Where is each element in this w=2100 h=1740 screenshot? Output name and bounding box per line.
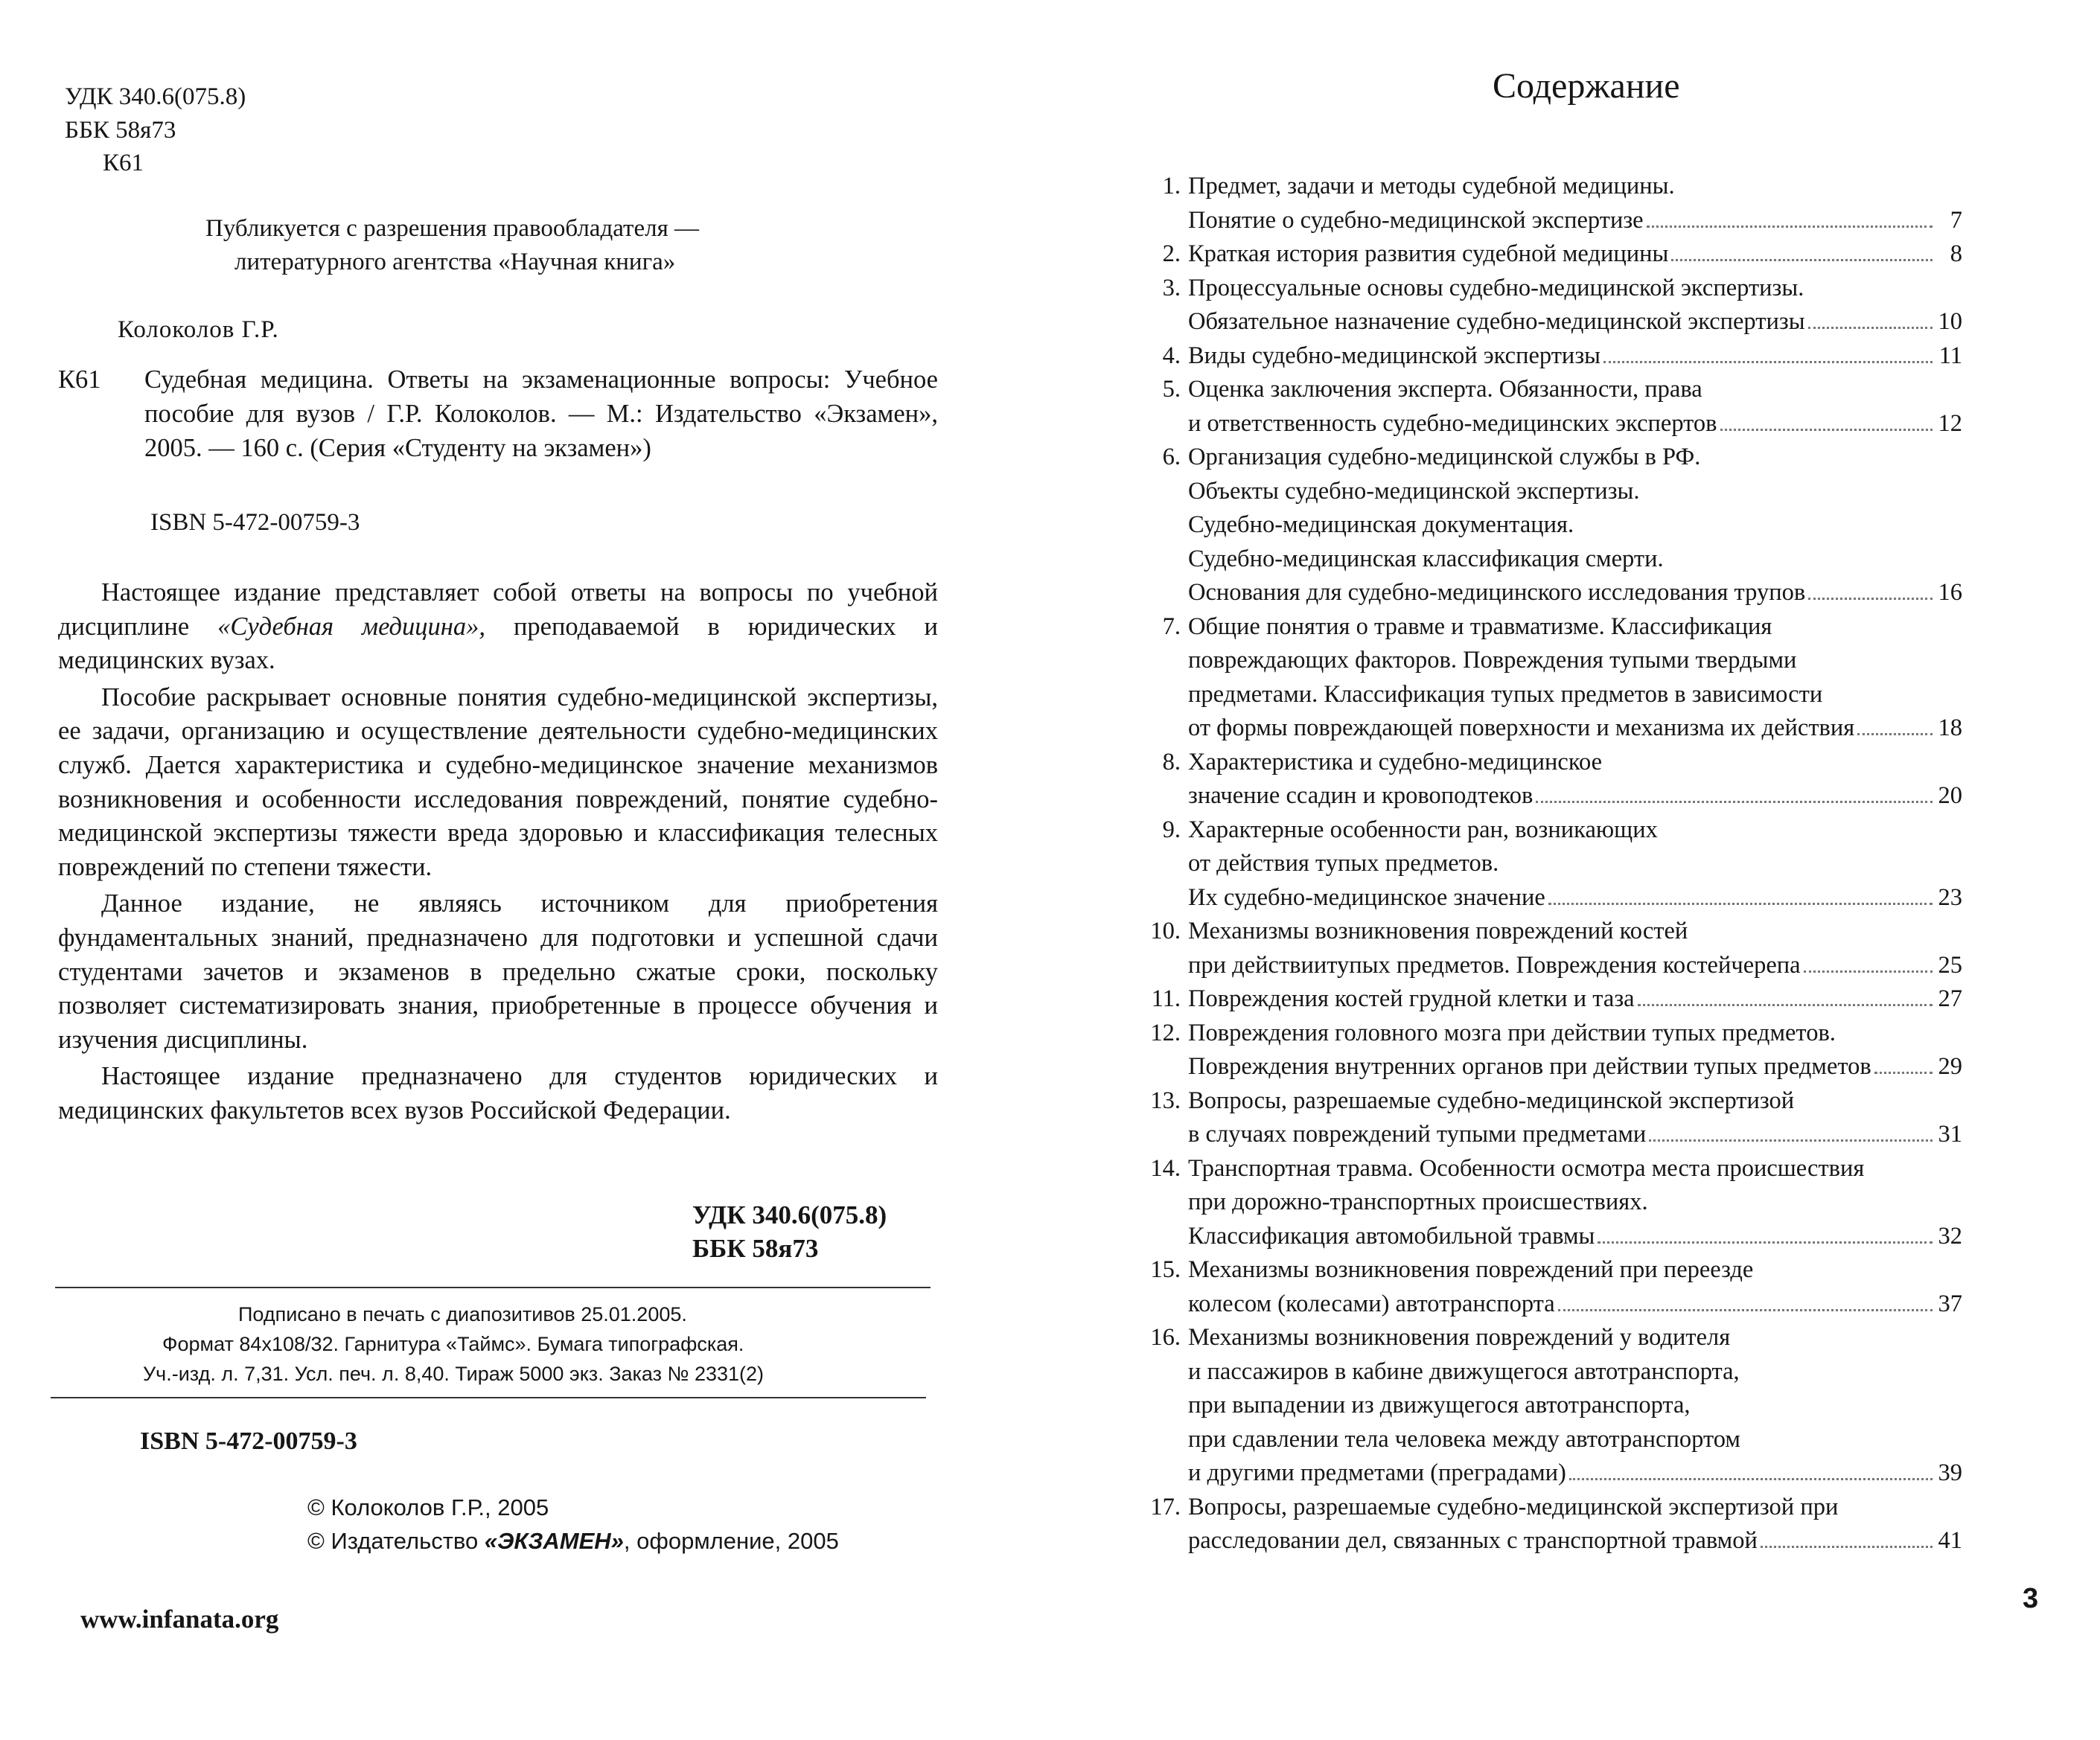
toc-entry-text: Повреждения костей грудной клетки и таза xyxy=(1188,985,1635,1012)
toc-page-number: 16 xyxy=(1938,579,1962,606)
toc-leader-dots xyxy=(1720,429,1933,431)
toc-leader-dots xyxy=(1808,327,1933,329)
toc-entry-text: и пассажиров в кабине движущегося автотранспорта, xyxy=(1188,1357,1740,1385)
toc-entry-number: 8. xyxy=(1162,748,1181,775)
bbk-code: ББК 58я73 xyxy=(65,117,176,144)
isbn: ISBN 5-472-00759-3 xyxy=(150,509,360,536)
toc-page-number: 37 xyxy=(1938,1290,1962,1317)
toc-page-number: 10 xyxy=(1938,308,1962,335)
abstract-paragraph-4: Настоящее издание предназначено для студентов юридических и медицинских факультетов всех вузов Российской Федерации. xyxy=(58,1062,938,1125)
toc-entry-text: Их судебно-медицинское значение xyxy=(1188,883,1545,911)
toc-entry-number: 7. xyxy=(1162,612,1181,640)
toc-entry-text: Краткая история развития судебной медицины xyxy=(1188,240,1669,267)
toc-entry-text: при действиитупых предметов. Повреждения костейчерепа xyxy=(1188,951,1801,979)
publisher-name: «ЭКЗАМЕН» xyxy=(484,1528,624,1554)
toc-entry-number: 9. xyxy=(1162,816,1181,843)
toc-entry-text: Механизмы возникновения повреждений при переезде xyxy=(1188,1256,1754,1283)
toc-entry-text: Обязательное назначение судебно-медицинской экспертизы xyxy=(1188,308,1805,335)
toc-page-number: 27 xyxy=(1938,985,1962,1012)
toc-entry-number: 6. xyxy=(1162,444,1181,470)
toc-page-number: 32 xyxy=(1938,1222,1962,1250)
toc-entry-text: при дорожно-транспортных происшествиях. xyxy=(1188,1189,1648,1215)
toc-leader-dots xyxy=(1569,1478,1933,1480)
toc-leader-dots xyxy=(1857,733,1933,735)
toc-entry[interactable] xyxy=(1132,170,1962,237)
toc-leader-dots xyxy=(1598,1241,1933,1244)
toc-entry-text: Вопросы, разрешаемые судебно-медицинской экспертизой при xyxy=(1188,1493,1839,1520)
toc-entry-text: Оценка заключения эксперта. Обязанности, права xyxy=(1188,376,1702,403)
toc-page-number: 39 xyxy=(1938,1459,1962,1486)
toc-entry[interactable] xyxy=(1132,1152,1962,1254)
abstract-paragraph-1: Настоящее издание представляет собой ответы на вопросы по учебной дисциплине «Судебная медицина», преподаваемой в юридических и медицинских вузах. xyxy=(58,578,938,675)
publish-note-line-1: Публикуется с разрешения правообладателя — xyxy=(205,215,699,242)
toc-entry-number: 13. xyxy=(1150,1087,1181,1114)
toc-entry-text: при выпадении из движущегося автотранспорта, xyxy=(1188,1392,1691,1418)
toc-entry[interactable] xyxy=(1132,1321,1962,1491)
toc-entry-text: Транспортная травма. Особенности осмотра места происшествия xyxy=(1188,1154,1865,1182)
toc-leader-dots xyxy=(1671,259,1933,261)
toc-entry-text: Повреждения внутренних органов при действии тупых предметов xyxy=(1188,1053,1871,1080)
table-of-contents xyxy=(1132,170,1962,1558)
toc-entry-text: Характеристика и судебно-медицинское xyxy=(1188,748,1603,775)
bib-code: К61 xyxy=(58,365,101,394)
toc-entry-number: 2. xyxy=(1162,240,1181,267)
toc-entry-text: Объекты судебно-медицинской экспертизы. xyxy=(1188,477,1640,505)
toc-leader-dots xyxy=(1808,598,1933,600)
imprint-bottom-rule xyxy=(51,1397,926,1398)
toc-entry[interactable] xyxy=(1132,813,1962,915)
toc-entry-text: Судебно-медицинская документация. xyxy=(1188,511,1574,538)
toc-page-number: 41 xyxy=(1938,1527,1962,1554)
page-number: 3 xyxy=(2023,1583,2039,1614)
toc-entry[interactable] xyxy=(1132,339,1962,374)
bib-text: Судебная медицина. Ответы на экзаменационные вопросы: Учебное пособие для вузов / Г.Р. Колоколов. — М.: Издательство «Экзамен», 2005. — 160 с. (Серия «Студенту на экзамен») xyxy=(144,365,938,462)
toc-page-number: 11 xyxy=(1938,342,1962,369)
isbn-bold: ISBN 5-472-00759-3 xyxy=(140,1427,357,1455)
toc-entry-text: Предмет, задачи и методы судебной медицины. xyxy=(1188,173,1675,199)
toc-entry-text: значение ссадин и кровоподтеков xyxy=(1188,782,1533,809)
toc-entry[interactable] xyxy=(1132,272,1962,339)
toc-page-number: 23 xyxy=(1938,883,1962,911)
toc-leader-dots xyxy=(1804,970,1933,973)
left-page xyxy=(0,0,1042,1740)
copyright-publisher: © Издательство «ЭКЗАМЕН», оформление, 2005 xyxy=(307,1528,839,1554)
toc-entry[interactable] xyxy=(1132,1491,1962,1558)
imprint-line-2: Формат 84x108/32. Гарнитура «Таймс». Бумага типографская. xyxy=(162,1333,744,1355)
toc-leader-dots xyxy=(1638,1004,1933,1006)
toc-entry-text: предметами. Классификация тупых предметов в зависимости xyxy=(1188,680,1823,708)
author-name: Колоколов Г.Р. xyxy=(118,316,279,343)
contents-title: Содержание xyxy=(1493,66,1680,106)
toc-entry-text: от действия тупых предметов. xyxy=(1188,850,1499,877)
toc-entry-text: при сдавлении тела человека между автотранспортом xyxy=(1188,1425,1740,1453)
toc-entry[interactable] xyxy=(1132,237,1962,272)
toc-entry-number: 11. xyxy=(1151,985,1181,1012)
abstract xyxy=(58,576,938,1128)
toc-page-number: 12 xyxy=(1938,409,1962,437)
bibliographic-record xyxy=(58,362,938,465)
toc-page-number: 31 xyxy=(1938,1121,1962,1148)
right-page xyxy=(1050,0,2100,1740)
toc-entry-text: расследовании дел, связанных с транспортной травмой xyxy=(1188,1527,1758,1554)
toc-leader-dots xyxy=(1548,903,1933,905)
toc-entry-text: Механизмы возникновения повреждений костей xyxy=(1188,918,1688,944)
toc-entry-text: Общие понятия о травме и травматизме. Классификация xyxy=(1188,612,1772,640)
toc-entry-text: Механизмы возникновения повреждений у водителя xyxy=(1188,1324,1731,1351)
imprint-top-rule xyxy=(55,1287,931,1288)
toc-entry-text: Процессуальные основы судебно-медицинской экспертизы. xyxy=(1188,274,1804,301)
toc-entry-text: Повреждения головного мозга при действии тупых предметов. xyxy=(1188,1019,1836,1046)
toc-entry[interactable] xyxy=(1132,441,1962,610)
toc-leader-dots xyxy=(1761,1546,1933,1548)
toc-leader-dots xyxy=(1536,801,1933,803)
toc-entry-text: Классификация автомобильной травмы xyxy=(1188,1222,1595,1250)
abstract-paragraph-3: Данное издание, не являясь источником для приобретения фундаментальных знаний, предназначено для подготовки и успешной сдачи студентами зачетов и экзаменов в предельно сжатые сроки, поскольку позволяет систематизировать знания, приобретенные в процессе обучения и изучения дисциплины. xyxy=(58,889,938,1054)
publish-note-line-2: литературного агентства «Научная книга» xyxy=(234,249,676,275)
abstract-paragraph-2: Пособие раскрывает основные понятия судебно-медицинской экспертизы, ее задачи, организацию и осуществление деятельности судебно-медицинских служб. Дается характеристика и судебно-медицинское значение механизмов возникновения и особенности исследования повреждений, понятие судебно-медицинской экспертизы тяжести вреда здоровью и классификация телесных повреждений по степени тяжести. xyxy=(58,682,938,881)
toc-entry-text: и ответственность судебно-медицинских экспертов xyxy=(1188,409,1717,437)
toc-entry[interactable] xyxy=(1132,1253,1962,1321)
toc-entry[interactable] xyxy=(1132,373,1962,441)
toc-entry-text: повреждающих факторов. Повреждения тупыми твердыми xyxy=(1188,647,1797,674)
toc-entry-text: Судебно-медицинская классификация смерти. xyxy=(1188,545,1664,572)
toc-entry-number: 12. xyxy=(1150,1019,1181,1046)
toc-entry-text: Организация судебно-медицинской службы в РФ. xyxy=(1188,444,1701,470)
toc-entry-text: Вопросы, разрешаемые судебно-медицинской экспертизой xyxy=(1188,1087,1795,1114)
toc-entry-number: 10. xyxy=(1150,918,1181,944)
toc-entry-text: и другими предметами (преградами) xyxy=(1188,1459,1566,1486)
toc-entry-text: Основания для судебно-медицинского исследования трупов xyxy=(1188,579,1806,606)
toc-entry[interactable] xyxy=(1132,1084,1962,1152)
toc-entry-number: 14. xyxy=(1150,1154,1181,1182)
toc-page-number: 20 xyxy=(1938,782,1962,809)
toc-entry-text: в случаях повреждений тупыми предметами xyxy=(1188,1121,1647,1148)
imprint-line-1: Подписано в печать с диапозитивов 25.01.2005. xyxy=(238,1303,687,1325)
toc-entry-number: 1. xyxy=(1162,173,1181,199)
toc-leader-dots xyxy=(1647,226,1933,228)
toc-entry-number: 5. xyxy=(1162,376,1181,403)
udk-code: УДК 340.6(075.8) xyxy=(65,83,246,110)
toc-page-number: 29 xyxy=(1938,1053,1962,1080)
toc-leader-dots xyxy=(1874,1072,1933,1074)
udk-bold: УДК 340.6(075.8) xyxy=(692,1200,887,1229)
toc-entry[interactable] xyxy=(1132,982,1962,1017)
bbk-bold: ББК 58я73 xyxy=(692,1234,819,1263)
toc-entry[interactable] xyxy=(1132,1017,1962,1084)
toc-entry[interactable] xyxy=(1132,915,1962,982)
toc-entry-text: от формы повреждающей поверхности и механизма их действия xyxy=(1188,714,1855,741)
website-link[interactable]: www.infanata.org xyxy=(80,1605,279,1634)
toc-entry-number: 17. xyxy=(1150,1493,1181,1520)
toc-entry-number: 16. xyxy=(1150,1324,1181,1351)
toc-page-number: 25 xyxy=(1938,951,1962,979)
toc-entry[interactable] xyxy=(1132,610,1962,746)
toc-page-number: 18 xyxy=(1938,714,1962,741)
toc-entry-number: 4. xyxy=(1162,342,1181,369)
author-mark: К61 xyxy=(103,150,144,176)
toc-entry-text: колесом (колесами) автотранспорта xyxy=(1188,1290,1555,1317)
toc-leader-dots xyxy=(1558,1309,1933,1311)
toc-page-number: 7 xyxy=(1950,206,1962,234)
imprint-line-3: Уч.-изд. л. 7,31. Усл. печ. л. 8,40. Тираж 5000 экз. Заказ № 2331(2) xyxy=(143,1363,765,1385)
toc-leader-dots xyxy=(1649,1139,1933,1142)
toc-entry-text: Виды судебно-медицинской экспертизы xyxy=(1188,342,1600,369)
toc-entry-text: Характерные особенности ран, возникающих xyxy=(1188,816,1658,843)
copyright-author: © Колоколов Г.Р., 2005 xyxy=(307,1494,549,1520)
toc-entry-number: 3. xyxy=(1162,274,1181,301)
toc-leader-dots xyxy=(1603,361,1933,363)
toc-page-number: 8 xyxy=(1950,240,1962,267)
toc-entry[interactable] xyxy=(1132,746,1962,813)
toc-entry-text: Понятие о судебно-медицинской экспертизе xyxy=(1188,206,1644,234)
toc-entry-number: 15. xyxy=(1150,1256,1181,1283)
